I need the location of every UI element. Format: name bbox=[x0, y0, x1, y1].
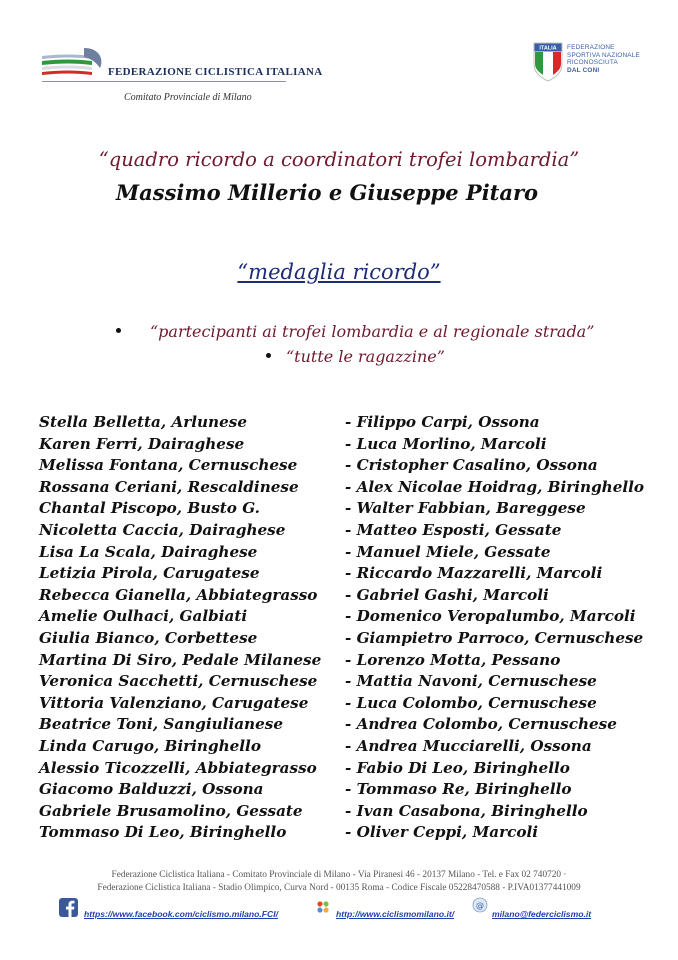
participant-right: - Mattia Navoni, Cernuschese bbox=[345, 672, 597, 691]
participant-row bbox=[39, 520, 659, 542]
participant-right: - Tommaso Re, Biringhello bbox=[345, 780, 572, 799]
participant-left: Lisa La Scala, Dairaghese bbox=[39, 542, 258, 561]
participant-right: - Andrea Colombo, Cernuschese bbox=[345, 715, 617, 734]
bullet-text: “tutte le ragazzine” bbox=[286, 347, 445, 366]
participant-left: Rossana Ceriani, Rescaldinese bbox=[39, 477, 299, 496]
coni-line: SPORTIVA NAZIONALE bbox=[567, 51, 640, 59]
participant-right: - Domenico Veropalumbo, Marcoli bbox=[345, 607, 636, 626]
fci-subtitle: Comitato Provinciale di Milano bbox=[124, 92, 252, 103]
participant-row bbox=[39, 455, 659, 477]
footer-address-milano: Federazione Ciclistica Italiana - Comitato Provinciale di Milano - Via Piranesi 46 - 20137 Milano - Tel. e Fax 02 740720 · bbox=[111, 870, 567, 880]
participant-right: - Cristopher Casalino, Ossona bbox=[345, 456, 598, 475]
participant-left: Giacomo Balduzzi, Ossona bbox=[39, 780, 264, 799]
participant-left: Alessio Ticozzelli, Abbiategrasso bbox=[39, 758, 317, 777]
participant-left: Rebecca Gianella, Abbiategrasso bbox=[39, 585, 318, 604]
email-icon bbox=[472, 897, 488, 913]
participant-left: Amelie Oulhaci, Galbiati bbox=[39, 607, 248, 626]
participant-left: Letizia Pirola, Carugatese bbox=[39, 564, 260, 583]
participant-right: - Lorenzo Motta, Pessano bbox=[345, 650, 561, 669]
participant-left: Tommaso Di Leo, Biringhello bbox=[39, 823, 287, 842]
participant-row bbox=[39, 822, 659, 844]
svg-text:@: @ bbox=[476, 901, 484, 910]
participant-row bbox=[39, 412, 659, 434]
participant-row bbox=[39, 498, 659, 520]
participant-row bbox=[39, 693, 659, 715]
participant-left: Karen Ferri, Dairaghese bbox=[39, 434, 245, 453]
participant-left: Melissa Fontana, Cernuschese bbox=[39, 456, 298, 475]
participant-row bbox=[39, 758, 659, 780]
award-title: “quadro ricordo a coordinatori trofei lombardia” bbox=[98, 148, 580, 171]
fci-logo bbox=[40, 42, 104, 82]
participant-row bbox=[39, 542, 659, 564]
coni-line: FEDERAZIONE bbox=[567, 44, 615, 51]
participant-row bbox=[39, 563, 659, 585]
participant-left: Chantal Piscopo, Busto G. bbox=[39, 499, 260, 518]
joomla-icon bbox=[316, 900, 330, 914]
participant-right: - Alex Nicolae Hoidrag, Biringhello bbox=[345, 477, 645, 496]
fci-name: FEDERAZIONE CICLISTICA ITALIANA bbox=[108, 66, 323, 78]
bullet-text: “partecipanti ai trofei lombardia e al regionale strada” bbox=[150, 322, 595, 341]
participant-row bbox=[39, 671, 659, 693]
bullet-dot-icon bbox=[116, 328, 121, 333]
bullet-item bbox=[116, 322, 594, 341]
participant-left: Linda Carugo, Biringhello bbox=[39, 736, 261, 755]
participant-left: Martina Di Siro, Pedale Milanese bbox=[39, 650, 322, 669]
participant-row bbox=[39, 628, 659, 650]
participant-row bbox=[39, 736, 659, 758]
participant-row bbox=[39, 606, 659, 628]
header-divider bbox=[42, 81, 286, 82]
coni-shield-label: ITALIA bbox=[539, 45, 557, 52]
participant-right: - Manuel Miele, Gessate bbox=[345, 542, 551, 561]
participant-row bbox=[39, 650, 659, 672]
participant-right: - Andrea Mucciarelli, Ossona bbox=[345, 736, 592, 755]
participant-right: - Luca Morlino, Marcoli bbox=[345, 434, 547, 453]
facebook-link[interactable]: https://www.facebook.com/ciclismo.milano.FCI/ bbox=[84, 909, 279, 919]
participant-left: Stella Belletta, Arlunese bbox=[39, 413, 247, 431]
coni-line: RICONOSCIUTA bbox=[567, 59, 618, 67]
participant-right: - Fabio Di Leo, Biringhello bbox=[345, 758, 570, 777]
bullet-dot-icon bbox=[266, 353, 271, 358]
participant-right: - Giampietro Parroco, Cernuschese bbox=[345, 628, 644, 647]
participant-left: Nicoletta Caccia, Dairaghese bbox=[39, 520, 286, 539]
participant-row bbox=[39, 585, 659, 607]
participant-row bbox=[39, 801, 659, 823]
footer-address-roma: Federazione Ciclistica Italiana - Stadio Olimpico, Curva Nord - 00135 Roma - Codice Fiscale 05228470588 - P.IVA01377441009 bbox=[97, 883, 581, 893]
participant-right: - Gabriel Gashi, Marcoli bbox=[345, 585, 549, 604]
participant-right: - Matteo Esposti, Gessate bbox=[345, 520, 562, 539]
participant-right: - Luca Colombo, Cernuschese bbox=[345, 693, 597, 712]
coordinator-names: Massimo Millerio e Giuseppe Pitaro bbox=[115, 180, 539, 205]
participant-left: Beatrice Toni, Sangiulianese bbox=[39, 715, 283, 734]
medal-heading: “medaglia ricordo” bbox=[237, 260, 441, 284]
participant-left: Veronica Sacchetti, Cernuschese bbox=[39, 672, 318, 691]
italia-shield-logo bbox=[533, 42, 563, 82]
participant-right: - Filippo Carpi, Ossona bbox=[345, 413, 540, 431]
participant-row bbox=[39, 434, 659, 456]
participants-list bbox=[39, 412, 659, 844]
facebook-icon[interactable] bbox=[59, 898, 78, 917]
participant-right: - Ivan Casabona, Biringhello bbox=[345, 801, 588, 820]
participant-left: Giulia Bianco, Corbettese bbox=[39, 628, 258, 647]
participant-left: Vittoria Valenziano, Carugatese bbox=[39, 693, 309, 712]
participant-right: - Riccardo Mazzarelli, Marcoli bbox=[345, 564, 603, 583]
participant-row bbox=[39, 779, 659, 801]
participant-right: - Oliver Ceppi, Marcoli bbox=[345, 823, 539, 842]
participant-row bbox=[39, 477, 659, 499]
participant-right: - Walter Fabbian, Bareggese bbox=[345, 499, 586, 518]
website-link[interactable]: http://www.ciclismomilano.it/ bbox=[336, 909, 455, 919]
participant-left: Gabriele Brusamolino, Gessate bbox=[39, 801, 303, 820]
participant-row bbox=[39, 714, 659, 736]
coni-recognition-text bbox=[567, 44, 640, 74]
coni-line: DAL CONI bbox=[567, 66, 600, 74]
bullet-item bbox=[266, 347, 445, 366]
email-link[interactable]: milano@federciclismo.it bbox=[492, 909, 592, 919]
